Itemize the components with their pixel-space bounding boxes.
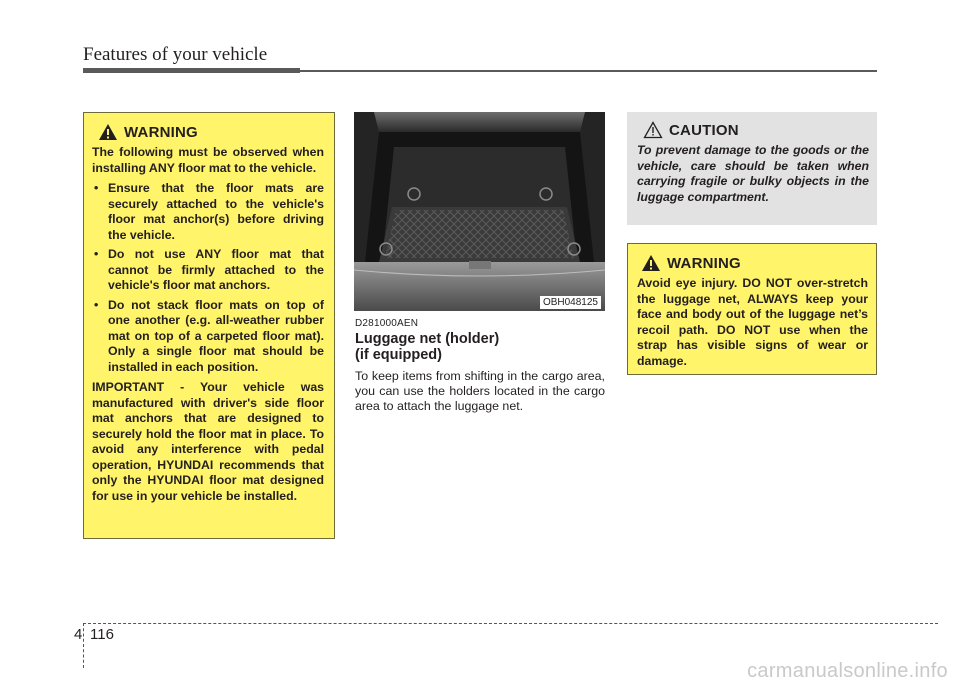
warning-triangle-icon	[98, 123, 118, 141]
section-title-line1: Luggage net (holder)	[355, 331, 500, 347]
warning-heading	[637, 254, 868, 272]
list-item: • Ensure that the floor mats are securely attached to the vehicle's floor mat anchor(s) before driving the vehicle.	[94, 181, 324, 242]
warning-text: Avoid eye injury. DO NOT over-stretch the luggage net, ALWAYS keep your face and body out of the luggage net’s recoil path. DO NOT use when the strap has visible signs of wear or damage.	[637, 276, 868, 368]
warning-heading-label: WARNING	[124, 123, 198, 141]
caution-heading-label: CAUTION	[669, 121, 739, 139]
section-title-line2: (if equipped)	[355, 347, 442, 363]
trunk-cargo-illustration	[354, 112, 605, 311]
header-rule-thick	[83, 68, 300, 73]
section-title	[355, 331, 499, 363]
page-header-title: Features of your vehicle	[83, 44, 268, 65]
list-item: • Do not use ANY floor mat that cannot be firmly attached to the vehicle's floor mat anchors.	[94, 247, 324, 292]
section-doc-code: D281000AEN	[355, 318, 419, 329]
warning-box-floor-mats	[83, 112, 335, 539]
warning-intro: The following must be observed when installing ANY floor mat to the vehicle.	[92, 145, 324, 175]
watermark: carmanualsonline.info	[747, 660, 948, 682]
section-body: To keep items from shifting in the cargo area, you can use the holders located in the cargo area to attach the luggage net.	[355, 369, 605, 414]
warning-box-luggage-net	[627, 243, 877, 375]
figure-code: OBH048125	[540, 296, 601, 309]
caution-triangle-icon	[643, 121, 663, 139]
warning-heading-label: WARNING	[667, 254, 741, 272]
footer-chapter-number: 4	[74, 626, 83, 643]
warning-important-note: IMPORTANT - Your vehicle was manufactured with driver's side floor mat anchors that are designed to securely hold the floor mat in place. To avoid any interference with pedal operation, HYUNDAI recommends that only the HYUNDAI floor mat designed for use in your vehicle be installed.	[92, 380, 324, 503]
caution-heading	[637, 121, 869, 139]
header-rule-thin	[300, 70, 877, 72]
warning-triangle-icon	[641, 254, 661, 272]
caution-box	[627, 112, 877, 225]
warning-bullet-list	[92, 181, 324, 375]
warning-heading	[92, 123, 324, 141]
footer-divider	[83, 623, 84, 668]
caution-text: To prevent damage to the goods or the vehicle, care should be taken when carrying fragile or bulky objects in the luggage compartment.	[637, 143, 869, 204]
list-item: • Do not stack floor mats on top of one another (e.g. all-weather rubber mat on top of a carpeted floor mat). Only a single floor mat should be installed in each position.	[94, 297, 324, 374]
footer-rule	[83, 623, 938, 624]
footer-page-number: 116	[90, 626, 114, 643]
luggage-net-figure	[354, 112, 605, 311]
